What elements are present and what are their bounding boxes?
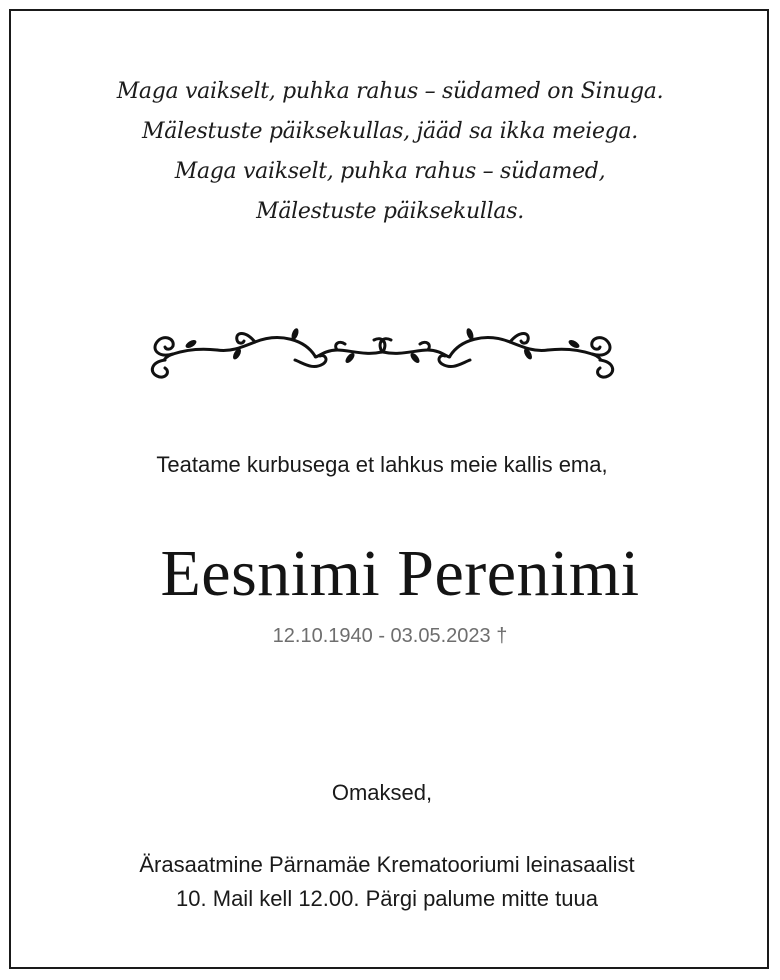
life-dates: 12.10.1940 - 03.05.2023 † (272, 625, 508, 647)
funeral-info (0, 848, 774, 916)
poem-line: Mälestuste päiksekullas. (256, 199, 524, 224)
poem-line: Mälestuste päiksekullas, jääd sa ikka meiega. (142, 119, 638, 144)
poem-line: Maga vaikselt, puhka rahus – südamed, (174, 159, 606, 184)
funeral-info-line: 10. Mail kell 12.00. Pärgi palume mitte tuua (176, 886, 598, 911)
floral-divider-icon (145, 320, 620, 384)
announcement-intro: Teatame kurbusega et lahkus meie kallis ema, (156, 452, 608, 477)
deceased-name: Eesnimi Perenimi (160, 537, 640, 610)
relatives-signature: Omaksed, (331, 780, 433, 805)
poem-line: Maga vaikselt, puhka rahus – südamed on Sinuga. (116, 79, 664, 104)
memorial-poem (0, 72, 780, 232)
funeral-info-line: Ärasaatmine Pärnamäe Krematooriumi leinasaalist (139, 852, 635, 877)
